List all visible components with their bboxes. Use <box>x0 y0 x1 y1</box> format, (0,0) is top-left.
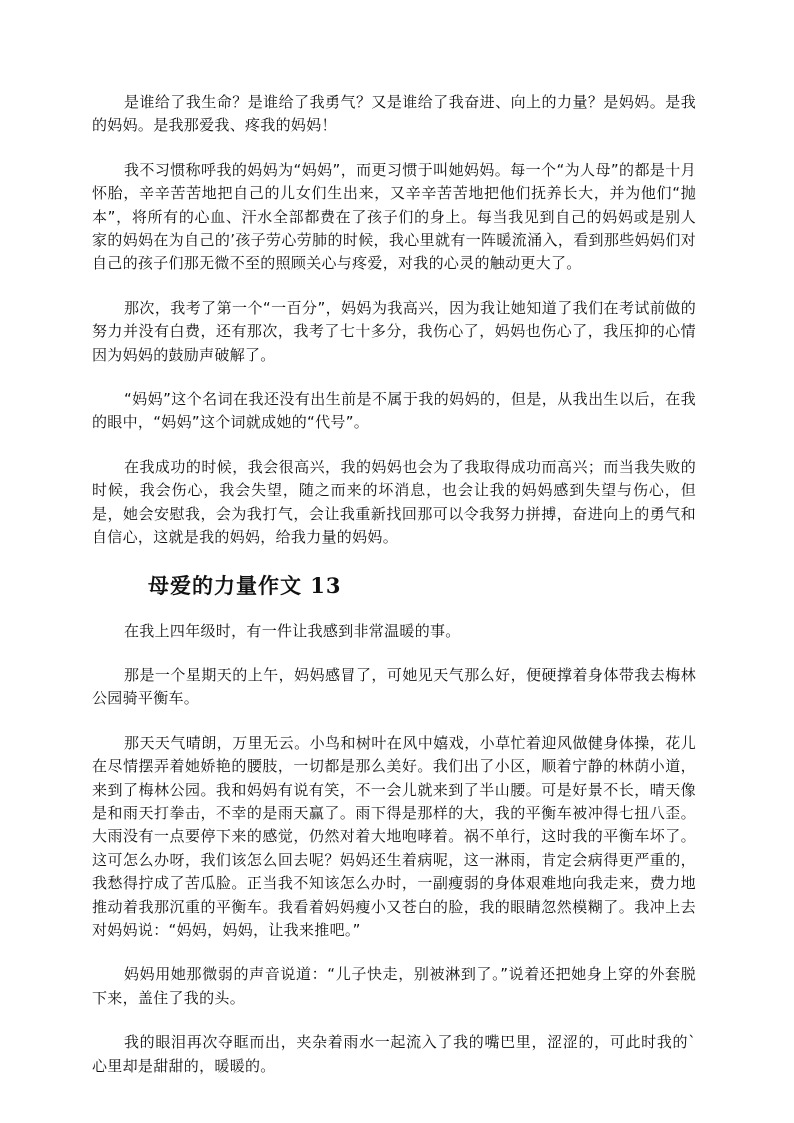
paragraph: 那是一个星期天的上午，妈妈感冒了，可她见天气那么好，便硬撑着身体带我去梅林公园骑平衡车。 <box>92 665 696 708</box>
paragraph: 我的眼泪再次夺眶而出，夹杂着雨水一起流入了我的嘴巴里，涩涩的，可此时我的`心里却是甜甜的，暖暖的。 <box>92 1033 696 1075</box>
paragraph: 在我上四年级时，有一件让我感到非常温暖的事。 <box>124 621 461 640</box>
document-page <box>92 91 696 1099</box>
paragraph: 我不习惯称呼我的妈妈为“妈妈”，而更习惯于叫她妈妈。每一个“为人母”的都是十月怀胎，辛辛苦苦地把自己的儿女们生出来，又辛辛苦苦地把他们抚养长大，并为他们“抛本”，将所有的心血、汗水全部都费在了孩子们的身上。每当我见到自己的妈妈或是别人家的妈妈在为自己的’孩子劳心劳肺的时候，我心里就有一阵暖流涌入，看到那些妈妈们对自己的孩子们那无微不至的照顾关心与疼爱，对我的心灵的触动更大了。 <box>92 160 696 273</box>
paragraph: 那天天气晴朗，万里无云。小鸟和树叶在风中嬉戏，小草忙着迎风做健身体操，花儿在尽情摆弄着她娇艳的腰肢，一切都是那么美好。我们出了小区，顺着宁静的林荫小道，来到了梅林公园。我和妈妈有说有笑，不一会儿就来到了半山腰。可是好景不长，晴天像是和雨天打拳击，不幸的是雨天赢了。雨下得是那样的大，我的平衡车被冲得七扭八歪。大雨没有一点要停下来的感觉，仍然对着大地咆哮着。祸不单行，这时我的平衡车坏了。这可怎么办呀，我们该怎么回去呢？妈妈还生着病呢，这一淋雨，肯定会病得更严重的，我愁得拧成了苦瓜脸。正当我不知该怎么办时，一副瘦弱的身体艰难地向我走来，费力地推动着我那沉重的平衡车。我看着妈妈瘦小又苍白的脸，我的眼睛忽然模糊了。我冲上去对妈妈说：“妈妈，妈妈，让我来推吧。” <box>92 733 696 939</box>
paragraph: 在我成功的时候，我会很高兴，我的妈妈也会为了我取得成功而高兴；而当我失败的时候，我会伤心，我会失望，随之而来的坏消息，也会让我的妈妈感到失望与伤心，但是，她会安慰我，会为我打气，会让我重新找回那可以令我努力拼搏，奋进向上的勇气和自信心，这就是我的妈妈，给我力量的妈妈。 <box>92 457 696 547</box>
paragraph: 那次，我考了第一个“一百分”，妈妈为我高兴，因为我让她知道了我们在考试前做的努力并没有白费，还有那次，我考了七十多分，我伤心了，妈妈也伤心了，我压抑的心情因为妈妈的鼓励声破解了。 <box>92 298 696 364</box>
section-heading: 母爱的力量作文 13 <box>148 572 342 598</box>
paragraph: 是谁给了我生命？是谁给了我勇气？又是谁给了我奋进、向上的力量？是妈妈。是我的妈妈。是我那爱我、疼我的妈妈！ <box>92 93 696 135</box>
paragraph: 妈妈用她那微弱的声音说道：“儿子快走，别被淋到了。”说着还把她身上穿的外套脱下来，盖住了我的头。 <box>92 965 696 1007</box>
paragraph: “妈妈”这个名词在我还没有出生前是不属于我的妈妈的，但是，从我出生以后，在我的眼中，“妈妈”这个词就成她的“代号”。 <box>92 390 696 432</box>
